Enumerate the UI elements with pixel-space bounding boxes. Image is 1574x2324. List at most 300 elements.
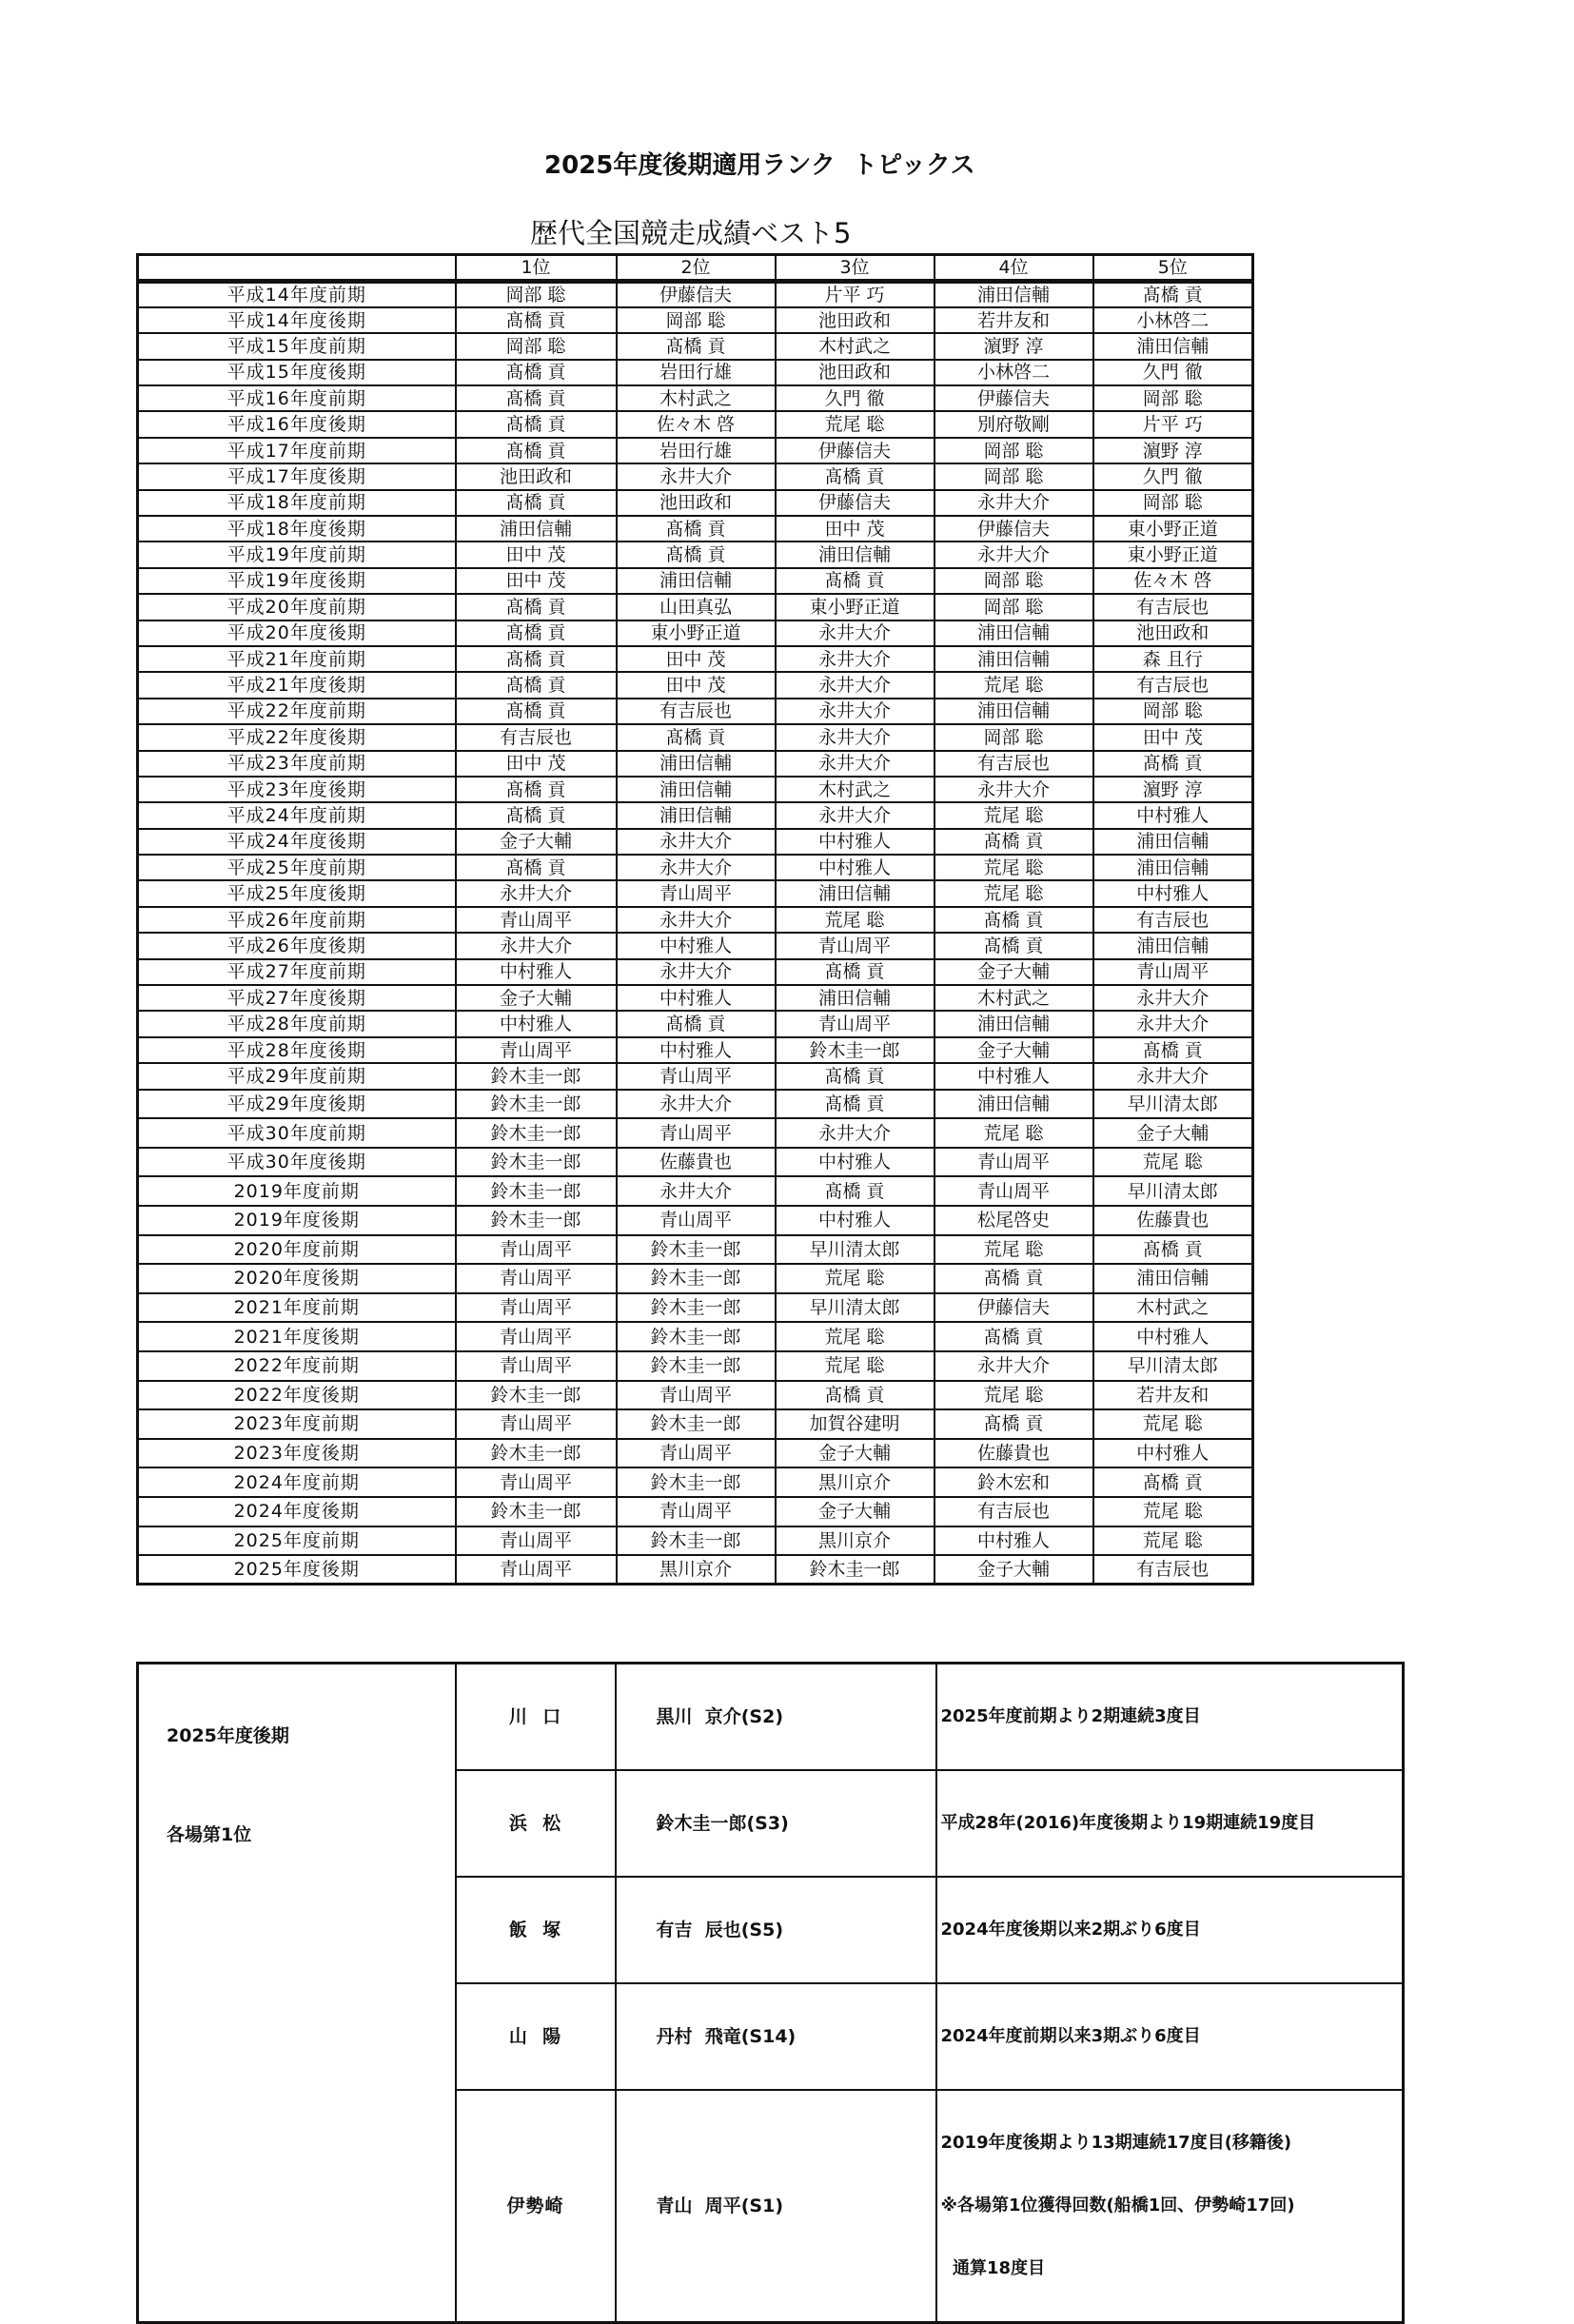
rank-4-cell: 濵野 淳 bbox=[935, 333, 1093, 359]
rank-3-cell: 木村武之 bbox=[776, 777, 935, 802]
table-row bbox=[138, 1293, 1253, 1323]
table-row bbox=[138, 1555, 1253, 1585]
rank-4-cell: 金子大輔 bbox=[935, 1555, 1093, 1585]
rank-3-cell: 黒川京介 bbox=[776, 1526, 935, 1556]
period-cell: 平成28年度後期 bbox=[138, 1037, 456, 1063]
rank-1-cell: 髙橋 貢 bbox=[456, 594, 617, 620]
period-cell: 平成28年度前期 bbox=[138, 1011, 456, 1036]
table-row bbox=[138, 1011, 1253, 1036]
table-row bbox=[138, 959, 1253, 985]
period-cell: 平成14年度後期 bbox=[138, 307, 456, 333]
rank-3-cell: 永井大介 bbox=[776, 724, 935, 750]
table-row bbox=[138, 333, 1253, 359]
period-cell: 平成25年度前期 bbox=[138, 855, 456, 880]
rank-3-cell: 永井大介 bbox=[776, 699, 935, 724]
table-row bbox=[138, 1206, 1253, 1235]
rank-3-cell: 金子大輔 bbox=[776, 1439, 935, 1468]
best5-title: 歴代全国競走成績ベスト5 bbox=[530, 217, 852, 249]
rank-2-cell: 鈴木圭一郎 bbox=[617, 1409, 776, 1439]
rank-4-cell: 別府敬剛 bbox=[935, 411, 1093, 437]
rank-1-cell: 青山周平 bbox=[456, 1526, 617, 1556]
period-cell: 平成17年度前期 bbox=[138, 438, 456, 463]
table-row bbox=[138, 802, 1253, 828]
rank-4-cell: 荒尾 聡 bbox=[935, 1235, 1093, 1265]
rank-4-cell: 永井大介 bbox=[935, 777, 1093, 802]
heading-label: 各場第1位 bbox=[167, 1824, 252, 1845]
note-line: 2024年度後期以来2期ぶり6度目 bbox=[940, 1920, 1201, 1940]
period-cell: 平成30年度後期 bbox=[138, 1148, 456, 1177]
table-row bbox=[138, 411, 1253, 437]
rank-3-cell: 永井大介 bbox=[776, 646, 935, 672]
rank-4-cell: 伊藤信夫 bbox=[935, 516, 1093, 542]
table-row bbox=[138, 620, 1253, 646]
rank-3-cell: 鈴木圭一郎 bbox=[776, 1037, 935, 1063]
rank-1-cell: 鈴木圭一郎 bbox=[456, 1118, 617, 1148]
rank-1-cell: 鈴木圭一郎 bbox=[456, 1381, 617, 1410]
rank-2-cell: 中村雅人 bbox=[617, 985, 776, 1011]
period-cell: 平成23年度後期 bbox=[138, 777, 456, 802]
rank-4-cell: 浦田信輔 bbox=[935, 699, 1093, 724]
rank-4-cell: 浦田信輔 bbox=[935, 620, 1093, 646]
period-cell: 平成18年度前期 bbox=[138, 490, 456, 516]
rank-2-cell: 田中 茂 bbox=[617, 672, 776, 698]
rank-4-cell: 青山周平 bbox=[935, 1176, 1093, 1206]
rank-1-cell: 浦田信輔 bbox=[456, 516, 617, 542]
table-row bbox=[138, 360, 1253, 385]
rank-2-cell: 山田真弘 bbox=[617, 594, 776, 620]
rank-3-cell: 青山周平 bbox=[776, 933, 935, 958]
rank-1-cell: 青山周平 bbox=[456, 1351, 617, 1381]
table-row bbox=[138, 594, 1253, 620]
note-line: 平成28年(2016)年度後期より19期連続19度目 bbox=[940, 1813, 1316, 1833]
rank-1-cell: 髙橋 貢 bbox=[456, 855, 617, 880]
rank-1-cell: 青山周平 bbox=[456, 1293, 617, 1323]
rank-1-cell: 岡部 聡 bbox=[456, 282, 617, 307]
rider-name: 鈴木圭一郎(S3) bbox=[616, 1770, 936, 1877]
table-row bbox=[138, 777, 1253, 802]
rank-2-cell: 髙橋 貢 bbox=[617, 333, 776, 359]
rank-5-cell: 岡部 聡 bbox=[1093, 385, 1253, 411]
rank-3-cell: 浦田信輔 bbox=[776, 542, 935, 567]
table-row bbox=[138, 1497, 1253, 1526]
rank-1-cell: 髙橋 貢 bbox=[456, 307, 617, 333]
header-period bbox=[138, 255, 456, 282]
achievement-note bbox=[936, 2090, 1404, 2323]
period-cell: 平成18年度後期 bbox=[138, 516, 456, 542]
best5-table-body bbox=[138, 282, 1253, 1585]
rank-5-cell: 浦田信輔 bbox=[1093, 333, 1253, 359]
rank-5-cell: 東小野正道 bbox=[1093, 542, 1253, 567]
rank-5-cell: 髙橋 貢 bbox=[1093, 1467, 1253, 1497]
rank-2-cell: 黒川京介 bbox=[617, 1555, 776, 1585]
rider-name: 青山 周平(S1) bbox=[616, 2090, 936, 2323]
period-cell: 平成26年度前期 bbox=[138, 907, 456, 933]
rank-5-cell: 髙橋 貢 bbox=[1093, 1235, 1253, 1265]
rank-4-cell: 中村雅人 bbox=[935, 1526, 1093, 1556]
table-row bbox=[138, 1381, 1253, 1410]
rank-3-cell: 髙橋 貢 bbox=[776, 1090, 935, 1119]
rank-5-cell: 中村雅人 bbox=[1093, 802, 1253, 828]
rank-5-cell: 田中 茂 bbox=[1093, 724, 1253, 750]
rank-5-cell: 若井友和 bbox=[1093, 1381, 1253, 1410]
rank-1-cell: 髙橋 貢 bbox=[456, 360, 617, 385]
rank-3-cell: 池田政和 bbox=[776, 360, 935, 385]
rank-1-cell: 髙橋 貢 bbox=[456, 490, 617, 516]
document-title: 2025年度後期適用ランク トピックス bbox=[544, 151, 975, 180]
rank-4-cell: 岡部 聡 bbox=[935, 594, 1093, 620]
note-line: 通算18度目 bbox=[940, 2258, 1046, 2278]
rank-3-cell: 永井大介 bbox=[776, 802, 935, 828]
rank-5-cell: 久門 徹 bbox=[1093, 463, 1253, 489]
period-cell: 2025年度前期 bbox=[138, 1526, 456, 1556]
rank-1-cell: 金子大輔 bbox=[456, 829, 617, 855]
rank-2-cell: 岡部 聡 bbox=[617, 307, 776, 333]
table-row bbox=[138, 1037, 1253, 1063]
table-row bbox=[138, 855, 1253, 880]
header-rank-2: 2位 bbox=[617, 255, 776, 282]
rank-2-cell: 永井大介 bbox=[617, 829, 776, 855]
rank-3-cell: 中村雅人 bbox=[776, 855, 935, 880]
period-cell: 2024年度後期 bbox=[138, 1497, 456, 1526]
rank-3-cell: 中村雅人 bbox=[776, 1206, 935, 1235]
period-cell: 平成17年度後期 bbox=[138, 463, 456, 489]
rank-3-cell: 永井大介 bbox=[776, 672, 935, 698]
rank-4-cell: 岡部 聡 bbox=[935, 438, 1093, 463]
rank-5-cell: 中村雅人 bbox=[1093, 1322, 1253, 1351]
rank-1-cell: 田中 茂 bbox=[456, 542, 617, 567]
rank-5-cell: 浦田信輔 bbox=[1093, 933, 1253, 958]
rank-5-cell: 早川清太郎 bbox=[1093, 1090, 1253, 1119]
rank-4-cell: 荒尾 聡 bbox=[935, 855, 1093, 880]
rank-4-cell: 荒尾 聡 bbox=[935, 1381, 1093, 1410]
rank-2-cell: 鈴木圭一郎 bbox=[617, 1526, 776, 1556]
rank-5-cell: 荒尾 聡 bbox=[1093, 1526, 1253, 1556]
rank-2-cell: 鈴木圭一郎 bbox=[617, 1235, 776, 1265]
rank-1-cell: 田中 茂 bbox=[456, 568, 617, 594]
rank-2-cell: 鈴木圭一郎 bbox=[617, 1264, 776, 1293]
rider-name: 黒川 京介(S2) bbox=[616, 1664, 936, 1771]
rank-4-cell: 荒尾 聡 bbox=[935, 1118, 1093, 1148]
rank-4-cell: 髙橋 貢 bbox=[935, 1409, 1093, 1439]
rank-3-cell: 永井大介 bbox=[776, 1118, 935, 1148]
period-cell: 平成23年度前期 bbox=[138, 751, 456, 777]
header-rank-5: 5位 bbox=[1093, 255, 1253, 282]
achievement-note bbox=[936, 1770, 1404, 1877]
rank-3-cell: 髙橋 貢 bbox=[776, 1176, 935, 1206]
rank-1-cell: 中村雅人 bbox=[456, 959, 617, 985]
rank-1-cell: 鈴木圭一郎 bbox=[456, 1063, 617, 1089]
rank-4-cell: 中村雅人 bbox=[935, 1063, 1093, 1089]
note-line: ※各場第1位獲得回数(船橋1回、伊勢崎17回) bbox=[940, 2196, 1295, 2216]
venue-name: 浜 松 bbox=[456, 1770, 616, 1877]
rank-2-cell: 佐藤貴也 bbox=[617, 1148, 776, 1177]
rank-4-cell: 岡部 聡 bbox=[935, 568, 1093, 594]
rank-1-cell: 鈴木圭一郎 bbox=[456, 1090, 617, 1119]
rank-3-cell: 荒尾 聡 bbox=[776, 1322, 935, 1351]
rank-4-cell: 髙橋 貢 bbox=[935, 1264, 1093, 1293]
rank-4-cell: 金子大輔 bbox=[935, 959, 1093, 985]
rank-5-cell: 早川清太郎 bbox=[1093, 1351, 1253, 1381]
rank-1-cell: 有吉辰也 bbox=[456, 724, 617, 750]
period-cell: 平成29年度前期 bbox=[138, 1063, 456, 1089]
rank-5-cell: 有吉辰也 bbox=[1093, 594, 1253, 620]
venue-name: 山 陽 bbox=[456, 1983, 616, 2090]
venue-name: 伊勢崎 bbox=[456, 2090, 616, 2323]
table-row bbox=[138, 282, 1253, 307]
rank-3-cell: 荒尾 聡 bbox=[776, 1351, 935, 1381]
period-cell: 2021年度後期 bbox=[138, 1322, 456, 1351]
rank-1-cell: 髙橋 貢 bbox=[456, 620, 617, 646]
rank-2-cell: 髙橋 貢 bbox=[617, 542, 776, 567]
table-row bbox=[138, 1439, 1253, 1468]
rank-1-cell: 髙橋 貢 bbox=[456, 438, 617, 463]
achievement-note bbox=[936, 1877, 1404, 1983]
rank-2-cell: 東小野正道 bbox=[617, 620, 776, 646]
period-cell: 2020年度前期 bbox=[138, 1235, 456, 1265]
rank-5-cell: 木村武之 bbox=[1093, 1293, 1253, 1323]
rank-4-cell: 浦田信輔 bbox=[935, 282, 1093, 307]
rank-5-cell: 青山周平 bbox=[1093, 959, 1253, 985]
table-row bbox=[138, 907, 1253, 933]
rank-1-cell: 髙橋 貢 bbox=[456, 672, 617, 698]
period-cell: 平成24年度前期 bbox=[138, 802, 456, 828]
rank-2-cell: 青山周平 bbox=[617, 1206, 776, 1235]
table-row bbox=[138, 568, 1253, 594]
rank-3-cell: 荒尾 聡 bbox=[776, 1264, 935, 1293]
rank-2-cell: 池田政和 bbox=[617, 490, 776, 516]
rank-2-cell: 青山周平 bbox=[617, 1439, 776, 1468]
table-row bbox=[138, 646, 1253, 672]
period-cell: 2022年度前期 bbox=[138, 1351, 456, 1381]
rank-1-cell: 髙橋 貢 bbox=[456, 646, 617, 672]
rank-5-cell: 久門 徹 bbox=[1093, 360, 1253, 385]
rank-2-cell: 中村雅人 bbox=[617, 1037, 776, 1063]
rank-5-cell: 岡部 聡 bbox=[1093, 490, 1253, 516]
rank-1-cell: 鈴木圭一郎 bbox=[456, 1148, 617, 1177]
rank-4-cell: 荒尾 聡 bbox=[935, 672, 1093, 698]
period-cell: 平成19年度後期 bbox=[138, 568, 456, 594]
period-cell: 2021年度前期 bbox=[138, 1293, 456, 1323]
period-cell: 平成21年度前期 bbox=[138, 646, 456, 672]
rank-1-cell: 田中 茂 bbox=[456, 751, 617, 777]
period-label: 2025年度後期 bbox=[167, 1725, 289, 1746]
rank-4-cell: 浦田信輔 bbox=[935, 1011, 1093, 1036]
rank-5-cell: 荒尾 聡 bbox=[1093, 1497, 1253, 1526]
table-row bbox=[138, 1526, 1253, 1556]
table-row bbox=[138, 1467, 1253, 1497]
rank-5-cell: 有吉辰也 bbox=[1093, 672, 1253, 698]
rank-1-cell: 鈴木圭一郎 bbox=[456, 1497, 617, 1526]
rank-3-cell: 加賀谷建明 bbox=[776, 1409, 935, 1439]
period-cell: 平成25年度後期 bbox=[138, 880, 456, 906]
table-row bbox=[138, 516, 1253, 542]
period-cell: 2024年度前期 bbox=[138, 1467, 456, 1497]
table-row bbox=[138, 1118, 1253, 1148]
rank-5-cell: 小林啓二 bbox=[1093, 307, 1253, 333]
rank-1-cell: 髙橋 貢 bbox=[456, 699, 617, 724]
table-row bbox=[138, 1148, 1253, 1177]
rank-3-cell: 早川清太郎 bbox=[776, 1293, 935, 1323]
rank-5-cell: 佐々木 啓 bbox=[1093, 568, 1253, 594]
table-row bbox=[138, 933, 1253, 958]
rank-4-cell: 佐藤貴也 bbox=[935, 1439, 1093, 1468]
rank-2-cell: 鈴木圭一郎 bbox=[617, 1293, 776, 1323]
period-cell: 2020年度後期 bbox=[138, 1264, 456, 1293]
period-cell: 平成22年度前期 bbox=[138, 699, 456, 724]
table-row bbox=[138, 829, 1253, 855]
period-cell: 平成24年度後期 bbox=[138, 829, 456, 855]
rank-1-cell: 青山周平 bbox=[456, 1037, 617, 1063]
rank-4-cell: 髙橋 貢 bbox=[935, 933, 1093, 958]
table-row bbox=[138, 307, 1253, 333]
period-cell: 平成20年度前期 bbox=[138, 594, 456, 620]
rank-2-cell: 青山周平 bbox=[617, 880, 776, 906]
rank-4-cell: 永井大介 bbox=[935, 1351, 1093, 1381]
header-rank-3: 3位 bbox=[776, 255, 935, 282]
period-cell: 平成15年度後期 bbox=[138, 360, 456, 385]
period-cell: 平成27年度後期 bbox=[138, 985, 456, 1011]
rank-5-cell: 有吉辰也 bbox=[1093, 1555, 1253, 1585]
venue-row bbox=[138, 1664, 1404, 1771]
rank-2-cell: 永井大介 bbox=[617, 463, 776, 489]
table-row bbox=[138, 751, 1253, 777]
rank-3-cell: 伊藤信夫 bbox=[776, 438, 935, 463]
rank-5-cell: 中村雅人 bbox=[1093, 1439, 1253, 1468]
rank-3-cell: 久門 徹 bbox=[776, 385, 935, 411]
table-row bbox=[138, 463, 1253, 489]
table-row bbox=[138, 1264, 1253, 1293]
rank-5-cell: 永井大介 bbox=[1093, 1063, 1253, 1089]
rank-4-cell: 永井大介 bbox=[935, 490, 1093, 516]
rank-5-cell: 髙橋 貢 bbox=[1093, 1037, 1253, 1063]
rank-2-cell: 青山周平 bbox=[617, 1381, 776, 1410]
rank-3-cell: 片平 巧 bbox=[776, 282, 935, 307]
period-cell: 平成19年度前期 bbox=[138, 542, 456, 567]
rank-5-cell: 池田政和 bbox=[1093, 620, 1253, 646]
rank-3-cell: 永井大介 bbox=[776, 620, 935, 646]
venue-name: 飯 塚 bbox=[456, 1877, 616, 1983]
rank-2-cell: 青山周平 bbox=[617, 1063, 776, 1089]
period-cell: 平成20年度後期 bbox=[138, 620, 456, 646]
rank-2-cell: 中村雅人 bbox=[617, 933, 776, 958]
period-cell: 2025年度後期 bbox=[138, 1555, 456, 1585]
rank-5-cell: 佐藤貴也 bbox=[1093, 1206, 1253, 1235]
period-cell: 2023年度後期 bbox=[138, 1439, 456, 1468]
period-cell: 平成22年度後期 bbox=[138, 724, 456, 750]
rider-name: 丹村 飛竜(S14) bbox=[616, 1983, 936, 2090]
rank-2-cell: 永井大介 bbox=[617, 855, 776, 880]
rank-2-cell: 鈴木圭一郎 bbox=[617, 1322, 776, 1351]
rank-4-cell: 松尾啓史 bbox=[935, 1206, 1093, 1235]
rank-5-cell: 片平 巧 bbox=[1093, 411, 1253, 437]
rank-4-cell: 有吉辰也 bbox=[935, 1497, 1093, 1526]
rank-3-cell: 髙橋 貢 bbox=[776, 959, 935, 985]
rank-2-cell: 伊藤信夫 bbox=[617, 282, 776, 307]
rank-1-cell: 青山周平 bbox=[456, 1322, 617, 1351]
table-row bbox=[138, 985, 1253, 1011]
period-cell: 平成14年度前期 bbox=[138, 282, 456, 307]
best5-table bbox=[136, 253, 1254, 1585]
rank-4-cell: 鈴木宏和 bbox=[935, 1467, 1093, 1497]
period-cell: 平成16年度後期 bbox=[138, 411, 456, 437]
rank-2-cell: 浦田信輔 bbox=[617, 802, 776, 828]
rank-2-cell: 鈴木圭一郎 bbox=[617, 1467, 776, 1497]
rank-4-cell: 髙橋 貢 bbox=[935, 907, 1093, 933]
period-cell: 平成16年度前期 bbox=[138, 385, 456, 411]
table-row bbox=[138, 490, 1253, 516]
venue-winners-label bbox=[138, 1664, 456, 2323]
rank-5-cell: 浦田信輔 bbox=[1093, 855, 1253, 880]
rank-5-cell: 東小野正道 bbox=[1093, 516, 1253, 542]
rank-1-cell: 永井大介 bbox=[456, 880, 617, 906]
period-cell: 2023年度前期 bbox=[138, 1409, 456, 1439]
rank-4-cell: 荒尾 聡 bbox=[935, 802, 1093, 828]
rank-1-cell: 中村雅人 bbox=[456, 1011, 617, 1036]
rank-1-cell: 鈴木圭一郎 bbox=[456, 1176, 617, 1206]
rank-2-cell: 佐々木 啓 bbox=[617, 411, 776, 437]
rank-1-cell: 髙橋 貢 bbox=[456, 411, 617, 437]
rank-2-cell: 岩田行雄 bbox=[617, 360, 776, 385]
rank-4-cell: 髙橋 貢 bbox=[935, 1322, 1093, 1351]
rank-3-cell: 中村雅人 bbox=[776, 1148, 935, 1177]
rank-4-cell: 伊藤信夫 bbox=[935, 385, 1093, 411]
rank-3-cell: 東小野正道 bbox=[776, 594, 935, 620]
note-line: 2024年度前期以来3期ぶり6度目 bbox=[940, 2026, 1201, 2046]
rank-5-cell: 荒尾 聡 bbox=[1093, 1148, 1253, 1177]
rank-5-cell: 永井大介 bbox=[1093, 985, 1253, 1011]
header-rank-4: 4位 bbox=[935, 255, 1093, 282]
rank-1-cell: 青山周平 bbox=[456, 1264, 617, 1293]
table-row bbox=[138, 724, 1253, 750]
rank-1-cell: 髙橋 貢 bbox=[456, 777, 617, 802]
rank-5-cell: 早川清太郎 bbox=[1093, 1176, 1253, 1206]
period-cell: 平成29年度後期 bbox=[138, 1090, 456, 1119]
rank-4-cell: 髙橋 貢 bbox=[935, 829, 1093, 855]
rank-2-cell: 永井大介 bbox=[617, 1090, 776, 1119]
rank-4-cell: 金子大輔 bbox=[935, 1037, 1093, 1063]
rank-5-cell: 荒尾 聡 bbox=[1093, 1409, 1253, 1439]
period-cell: 2022年度後期 bbox=[138, 1381, 456, 1410]
period-cell: 2019年度前期 bbox=[138, 1176, 456, 1206]
rank-2-cell: 鈴木圭一郎 bbox=[617, 1351, 776, 1381]
rank-2-cell: 髙橋 貢 bbox=[617, 1011, 776, 1036]
period-cell: 平成21年度後期 bbox=[138, 672, 456, 698]
rank-4-cell: 浦田信輔 bbox=[935, 646, 1093, 672]
note-line: 2019年度後期より13期連続17度目(移籍後) bbox=[940, 2133, 1292, 2153]
note-line: 2025年度前期より2期連続3度目 bbox=[940, 1706, 1201, 1726]
rank-2-cell: 有吉辰也 bbox=[617, 699, 776, 724]
rank-2-cell: 髙橋 貢 bbox=[617, 516, 776, 542]
rank-2-cell: 髙橋 貢 bbox=[617, 724, 776, 750]
table-row bbox=[138, 1409, 1253, 1439]
rank-2-cell: 青山周平 bbox=[617, 1497, 776, 1526]
rank-2-cell: 木村武之 bbox=[617, 385, 776, 411]
rank-3-cell: 鈴木圭一郎 bbox=[776, 1555, 935, 1585]
rank-3-cell: 伊藤信夫 bbox=[776, 490, 935, 516]
rank-3-cell: 早川清太郎 bbox=[776, 1235, 935, 1265]
rank-1-cell: 青山周平 bbox=[456, 1555, 617, 1585]
rank-4-cell: 荒尾 聡 bbox=[935, 880, 1093, 906]
rank-5-cell: 髙橋 貢 bbox=[1093, 282, 1253, 307]
rank-2-cell: 浦田信輔 bbox=[617, 751, 776, 777]
rank-3-cell: 荒尾 聡 bbox=[776, 907, 935, 933]
rank-5-cell: 永井大介 bbox=[1093, 1011, 1253, 1036]
venue-name: 川 口 bbox=[456, 1664, 616, 1771]
achievement-note bbox=[936, 1983, 1404, 2090]
rank-4-cell: 小林啓二 bbox=[935, 360, 1093, 385]
rank-2-cell: 永井大介 bbox=[617, 907, 776, 933]
table-row bbox=[138, 542, 1253, 567]
